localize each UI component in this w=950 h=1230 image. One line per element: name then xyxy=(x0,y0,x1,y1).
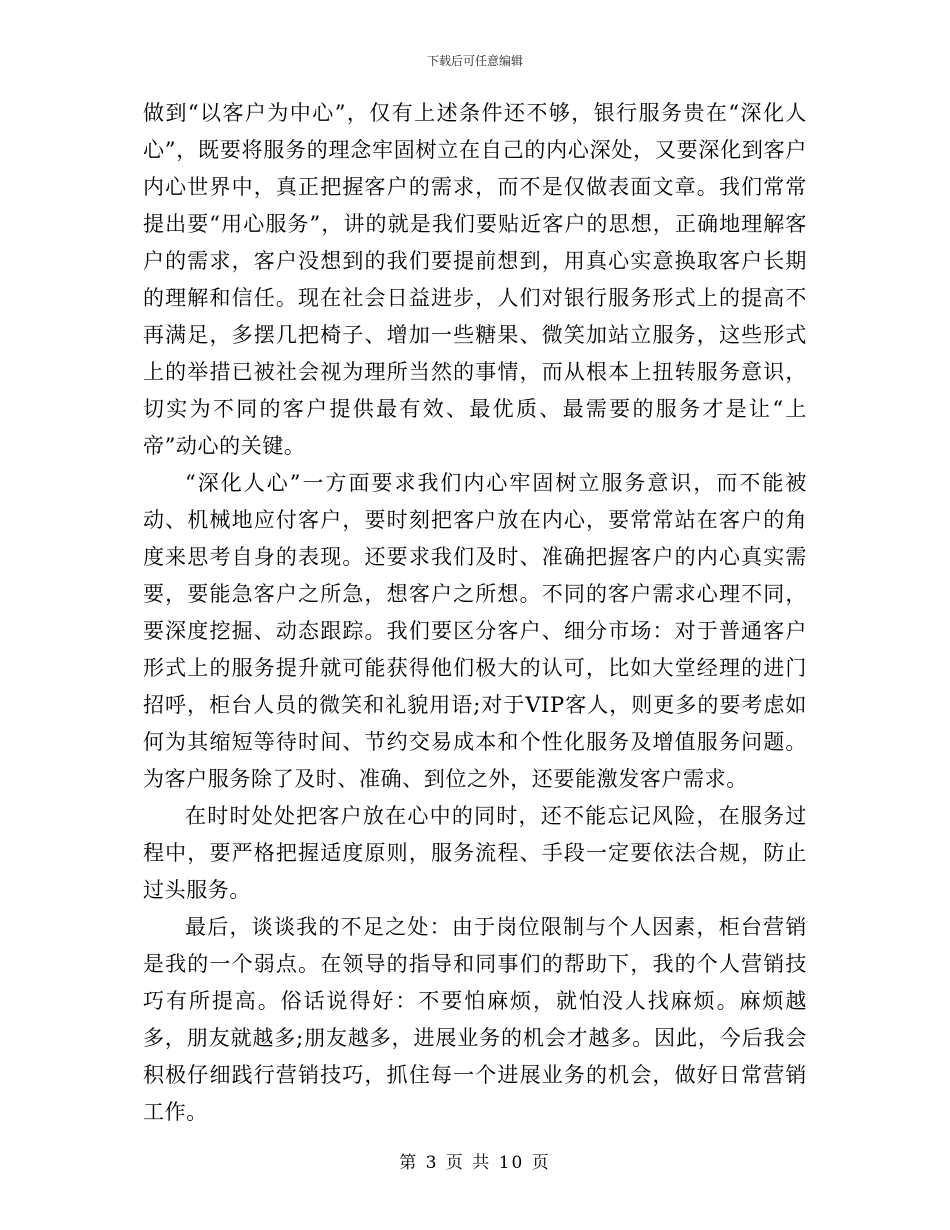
paragraph-4: 最后，谈谈我的不足之处：由于岗位限制与个人因素，柜台营销是我的一个弱点。在领导的指导和同事们的帮助下，我的个人营销技巧有所提高。俗话说得好：不要怕麻烦，就怕没人找麻烦。麻烦越多，朋友就越多;朋友越多，进展业务的机会才越多。因此，今后我会积极仔细践行营销技巧，抓住每一个进展业务的机会，做好日常营销工作。 xyxy=(143,915,807,1124)
page-footer: 第 3 页 共 10 页 xyxy=(399,1153,551,1173)
paragraph-1: 做到“以客户为中心”，仅有上述条件还不够，银行服务贵在“深化人心”，既要将服务的理念牢固树立在自己的内心深处，又要深化到客户内心世界中，真正把握客户的需求，而不是仅做表面文章。我们常常提出要“用心服务”，讲的就是我们要贴近客户的思想，正确地理解客户的需求，客户没想到的我们要提前想到，用真心实意换取客户长期的理解和信任。现在社会日益进步，人们对银行服务形式上的提高不再满足，多摆几把椅子、增加一些糖果、微笑加站立服务，这些形式上的举措已被社会视为理所当然的事情，而从根本上扭转服务意识，切实为不同的客户提供最有效、最优质、最需要的服务才是让“上帝”动心的关键。 xyxy=(143,101,807,458)
document-body xyxy=(143,95,807,1131)
paragraph-2: “深化人心”一方面要求我们内心牢固树立服务意识，而不能被动、机械地应付客户，要时刻把客户放在内心，要常常站在客户的角度来思考自身的表现。还要求我们及时、准确把握客户的内心真实需要，要能急客户之所急，想客户之所想。不同的客户需求心理不同，要深度挖掘、动态跟踪。我们要区分客户、细分市场：对于普通客户形式上的服务提升就可能获得他们极大的认可，比如大堂经理的进门招呼，柜台人员的微笑和礼貌用语;对于VIP客人，则更多的要考虑如何为其缩短等待时间、节约交易成本和个性化服务及增值服务问题。为客户服务除了及时、准确、到位之外，还要能激发客户需求。 xyxy=(143,471,807,791)
paragraph-3: 在时时处处把客户放在心中的同时，还不能忘记风险，在服务过程中，要严格把握适度原则，服务流程、手段一定要依法合规，防止过头服务。 xyxy=(143,804,807,902)
page-header: 下载后可任意编辑 xyxy=(426,54,523,68)
